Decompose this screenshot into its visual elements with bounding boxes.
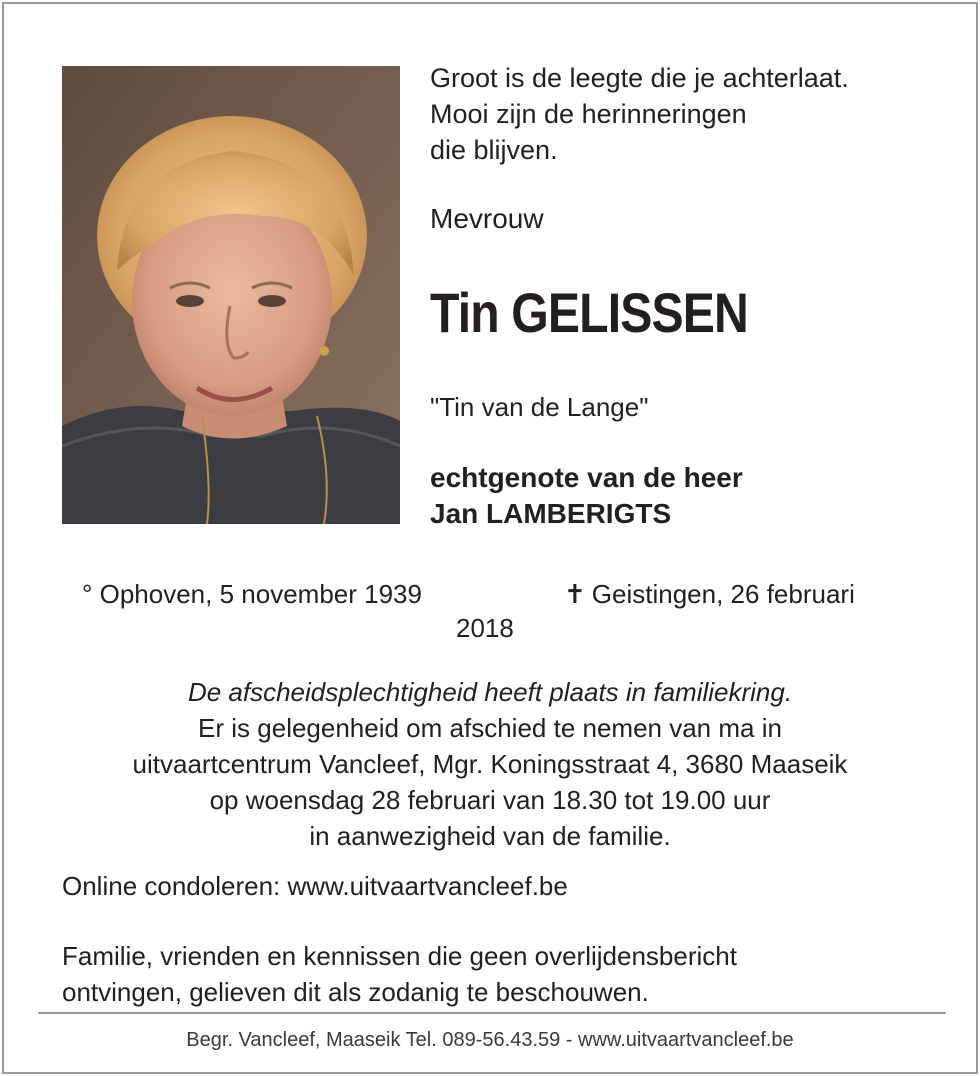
ceremony-line: uitvaartcentrum Vancleef, Mgr. Koningsstraat 4, 3680 Maaseik bbox=[132, 749, 848, 779]
death-date: Geistingen, 26 februari bbox=[591, 579, 855, 609]
funeral-home-footer: Begr. Vancleef, Maaseik Tel. 089-56.43.59 - www.uitvaartvancleef.be bbox=[186, 1029, 794, 1051]
memorial-quote bbox=[430, 60, 950, 168]
cross-icon: ✝ bbox=[564, 579, 586, 609]
portrait-photo bbox=[62, 66, 400, 524]
quote-line: Mooi zijn de herinneringen bbox=[430, 99, 747, 129]
ceremony-italic-line: De afscheidsplechtigheid heeft plaats in familiekring. bbox=[187, 677, 793, 707]
ceremony-info bbox=[4, 674, 976, 854]
ceremony-line: Er is gelegenheid om afschied te nemen van ma in bbox=[198, 713, 782, 743]
family-notice bbox=[62, 938, 922, 1010]
spouse-relation: echtgenote van de heer bbox=[430, 462, 743, 493]
deceased-name: Tin GELISSEN bbox=[430, 281, 748, 344]
quote-line: die blijven. bbox=[430, 135, 558, 165]
family-notice-line: Familie, vrienden en kennissen die geen overlijdensbericht bbox=[62, 941, 737, 971]
nickname: "Tin van de Lange" bbox=[430, 392, 649, 422]
ceremony-line: op woensdag 28 februari van 18.30 tot 19.00 uur bbox=[209, 785, 771, 815]
birth-date: ° Ophoven, 5 november 1939 bbox=[82, 579, 422, 609]
spouse-info bbox=[430, 460, 743, 532]
family-notice-line: ontvingen, gelieven dit als zodanig te beschouwen. bbox=[62, 977, 649, 1007]
divider bbox=[38, 1012, 946, 1014]
online-condolence: Online condoleren: www.uitvaartvancleef.be bbox=[62, 871, 568, 901]
obituary-card bbox=[2, 2, 978, 1074]
salutation: Mevrouw bbox=[430, 203, 544, 234]
portrait-image bbox=[62, 66, 400, 524]
death-date-block bbox=[564, 578, 855, 611]
ceremony-line: in aanwezigheid van de familie. bbox=[309, 821, 671, 851]
quote-line: Groot is de leegte die je achterlaat. bbox=[430, 63, 849, 93]
death-year: 2018 bbox=[456, 613, 514, 643]
spouse-name: Jan LAMBERIGTS bbox=[430, 498, 672, 529]
